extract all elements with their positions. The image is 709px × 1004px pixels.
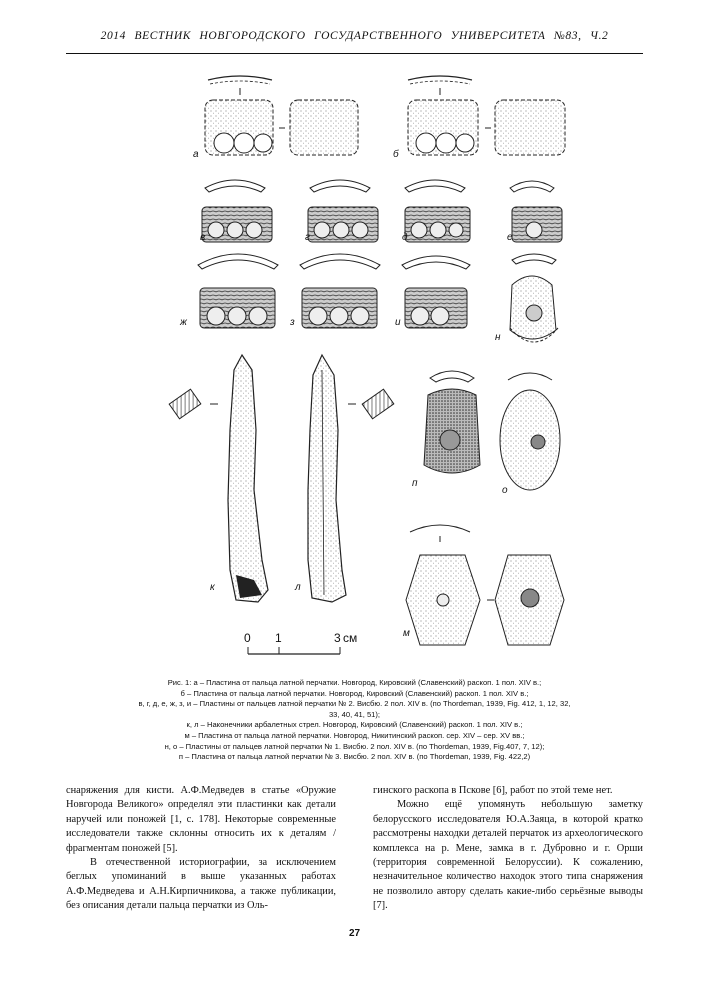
- running-header: 2014 ВЕСТНИК НОВГОРОДСКОГО ГОСУДАРСТВЕННОГО УНИВЕРСИТЕТА №83, Ч.2: [100, 30, 609, 42]
- header-rule: [66, 53, 643, 54]
- scale-label-0: 0: [244, 631, 251, 645]
- fig-label-n: н: [495, 332, 501, 343]
- caption-line: в, г, д, е, ж, з, и – Пластины от пальцев латной перчатки № 2. Висбю. 2 пол. XIV в. (по Thordeman, 1939, Fig. 412, 1, 12, 32,: [138, 699, 571, 709]
- scale-bar: [248, 647, 340, 654]
- paragraph: снаряжения для кисти. А.Ф.Медведев в статье «Оружие Новгорода Великого» определял эти пластинки как детали наручей или поножей [1, с. 178]. Некоторые современные исследователи также склонны относить их к деталям / фрагментам поножей [5].: [66, 785, 336, 854]
- page-number: 27: [348, 928, 361, 939]
- fig-label-p: п: [412, 478, 418, 489]
- body-column-right: [373, 784, 643, 914]
- plate-b: [408, 76, 565, 155]
- plate-d: [405, 180, 470, 242]
- plate-g: [308, 180, 378, 242]
- caption-line: 33, 40, 41, 51);: [328, 709, 381, 719]
- paragraph: Можно ещё упомянуть небольшую заметку белорусского исследователя Ю.А.Заяца, в которой кратко рассмотрены находки деталей перчаток из археологического комплекса на р. Мене, замка в г. Дубровно и г. Орши (территория современной Белоруссии). К сожалению, незначительное количество находок этого типа снаряжения не позволило автору сделать какие-либо серьёзные выводы [7].: [373, 799, 643, 912]
- fig-label-z: з: [290, 317, 295, 328]
- fig-label-d: д: [402, 232, 408, 243]
- scale-unit: см: [343, 631, 358, 645]
- fig-label-l: л: [295, 582, 301, 593]
- plate-i: [402, 256, 470, 328]
- paragraph: гинского раскопа в Пскове [6], работ по этой теме нет.: [373, 785, 613, 796]
- figure-1: [150, 70, 570, 670]
- fig-label-zh: ж: [180, 317, 187, 328]
- paragraph: В отечественной историографии, за исключением беглых упоминаний в выше указанных работах А.Ф.Медведева и А.Н.Кирпичникова, а также публикации, без описания детали пальца перчатки из Оль-: [66, 857, 336, 912]
- plate-z: [300, 254, 380, 328]
- caption-line: б – Пластина от пальца латной перчатки. Новгород, Кировский (Славенский) раскоп. 1 пол. XIV в.;: [180, 688, 529, 698]
- plate-e: [510, 181, 562, 242]
- fig-label-o: о: [502, 485, 508, 496]
- arrowhead-l: [308, 355, 394, 602]
- plate-n: [510, 254, 558, 342]
- scale-label-3: 3: [334, 631, 341, 645]
- caption-line: к, л – Наконечники арбалетных стрел. Новгород, Кировский (Славенский) раскоп. 1 пол. XIV в.;: [186, 720, 523, 730]
- fig-label-v: в: [200, 232, 206, 243]
- caption-line: п – Пластина от пальца латной перчатки № 3. Висбю. 2 пол. XIV в. (по Thordeman, 1939, Fig. 422,2): [178, 752, 531, 762]
- arrowhead-k: [169, 355, 268, 602]
- fig-label-a: а: [193, 149, 199, 160]
- plate-v: [202, 180, 272, 242]
- fig-label-b: б: [393, 149, 399, 160]
- fig-label-k: к: [210, 582, 215, 593]
- figure-drawings: [150, 70, 570, 670]
- plate-o: [500, 373, 560, 490]
- scale-label-1: 1: [275, 631, 282, 645]
- caption-line: н, о – Пластины от пальцев латной перчатки № 1. Висбю. 2 пол. XIV в. (по Thordeman, 1939, Fig.407, 7, 12);: [164, 741, 545, 751]
- fig-label-g: г: [305, 232, 310, 243]
- plate-a: [205, 76, 358, 155]
- plate-zh: [198, 254, 278, 328]
- plate-m: [406, 525, 564, 645]
- figure-caption: [66, 678, 643, 763]
- caption-line: Рис. 1: а – Пластина от пальца латной перчатки. Новгород, Кировский (Славенский) раскоп. 1 пол. XIV в.;: [167, 678, 542, 687]
- fig-label-m: м: [403, 628, 410, 639]
- caption-line: м – Пластина от пальца латной перчатки. Новгород, Никитинский раскоп. сер. XIV – сер. XV вв.;: [184, 730, 525, 740]
- fig-label-i: и: [395, 317, 401, 328]
- plate-p: [424, 371, 480, 473]
- fig-label-e: е: [507, 232, 513, 243]
- body-column-left: [66, 784, 336, 914]
